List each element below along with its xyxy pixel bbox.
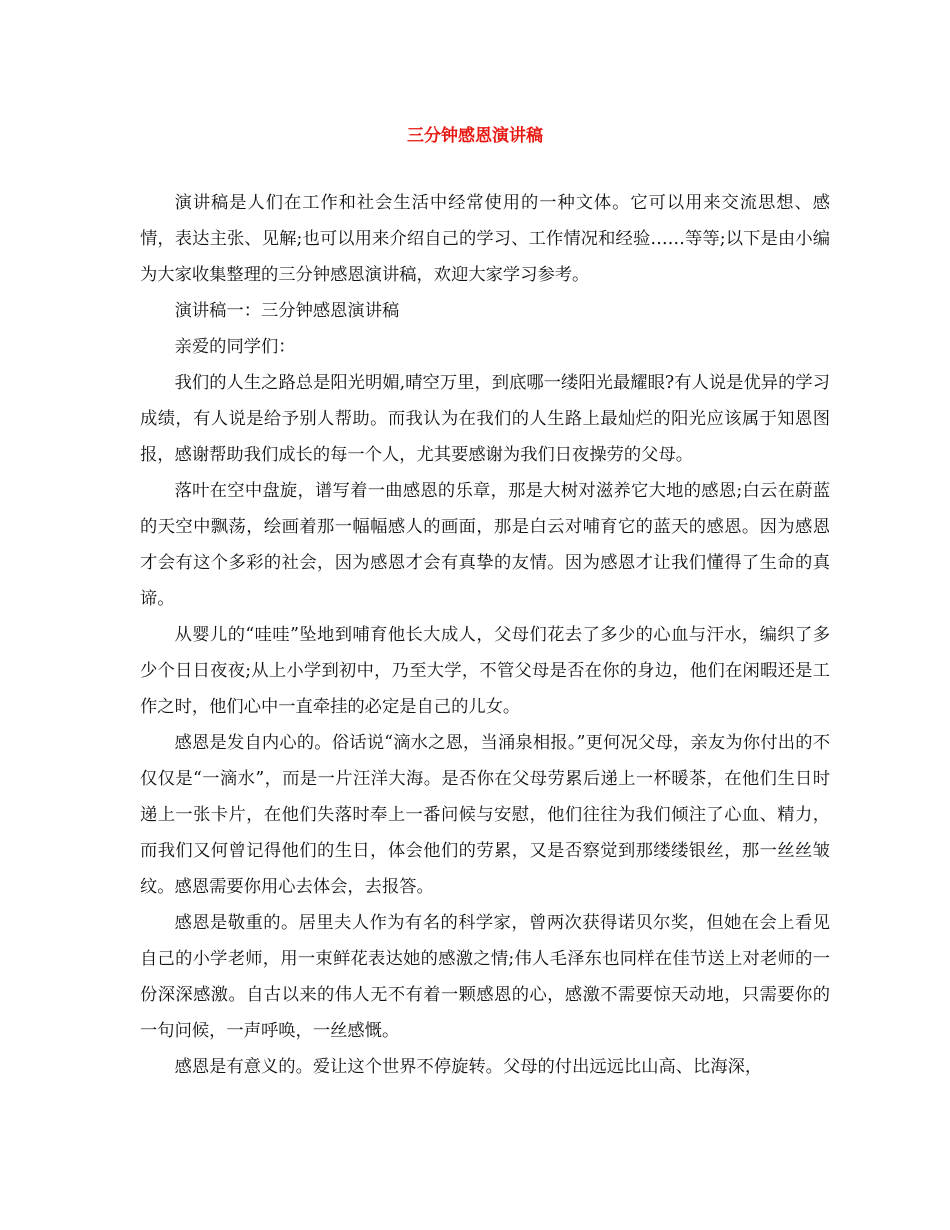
paragraph-body: 感恩是有意义的。爱让这个世界不停旋转。父母的付出远远比山高、比海深， (174, 1057, 763, 1077)
paragraph-body: 我们的人生之路总是阳光明媚,晴空万里，到底哪一缕阳光最耀眼?有人说是优异的学习成绩，有人说是给予别人帮助。而我认为在我们的人生路上最灿烂的阳光应该属于知恩图报，感谢帮助我们成长的每一个人，尤其要感谢为我们日夜操劳的父母。 (140, 373, 830, 465)
paragraph-body: 感恩是发自内心的。俗话说“滴水之恩，当涌泉相报。”更何况父母，亲友为你付出的不仅仅是“一滴水”，而是一片汪洋大海。是否你在父母劳累后递上一杯暖茶，在他们生日时递上一张卡片，在他们失落时奉上一番问候与安慰，他们往往为我们倾注了心血、精力，而我们又何曾记得他们的生日，体会他们的劳累，又是否察觉到那缕缕银丝，那一丝丝皱纹。感恩需要你用心去体会，去报答。 (140, 733, 830, 897)
paragraph-salutation: 亲爱的同学们： (174, 337, 296, 357)
paragraph-body: 落叶在空中盘旋，谱写着一曲感恩的乐章，那是大树对滋养它大地的感恩;白云在蔚蓝的天空中飘荡，绘画着那一幅幅感人的画面，那是白云对哺育它的蓝天的感恩。因为感恩才会有这个多彩的社会，因为感恩才会有真挚的友情。因为感恩才让我们懂得了生命的真谛。 (140, 481, 830, 609)
paragraph-intro: 演讲稿是人们在工作和社会生活中经常使用的一种文体。它可以用来交流思想、感情，表达主张、见解;也可以用来介绍自己的学习、工作情况和经验……等等;以下是由小编为大家收集整理的三分钟感恩演讲稿，欢迎大家学习参考。 (140, 193, 830, 285)
paragraph-body: 感恩是敬重的。居里夫人作为有名的科学家，曾两次获得诺贝尔奖，但她在会上看见自己的小学老师，用一束鲜花表达她的感激之情;伟人毛泽东也同样在佳节送上对老师的一份深深感激。自古以来的伟人无不有着一颗感恩的心，感激不需要惊天动地，只需要你的一句问候，一声呼唤，一丝感慨。 (140, 913, 830, 1041)
paragraph-heading: 演讲稿一：三分钟感恩演讲稿 (174, 301, 400, 321)
document-body (140, 185, 830, 1085)
document-title: 三分钟感恩演讲稿 (407, 126, 543, 146)
paragraph-body: 从婴儿的“哇哇”坠地到哺育他长大成人，父母们花去了多少的心血与汗水，编织了多少个日日夜夜;从上小学到初中，乃至大学，不管父母是否在你的身边，他们在闲暇还是工作之时，他们心中一直牵挂的必定是自己的儿女。 (140, 625, 830, 717)
